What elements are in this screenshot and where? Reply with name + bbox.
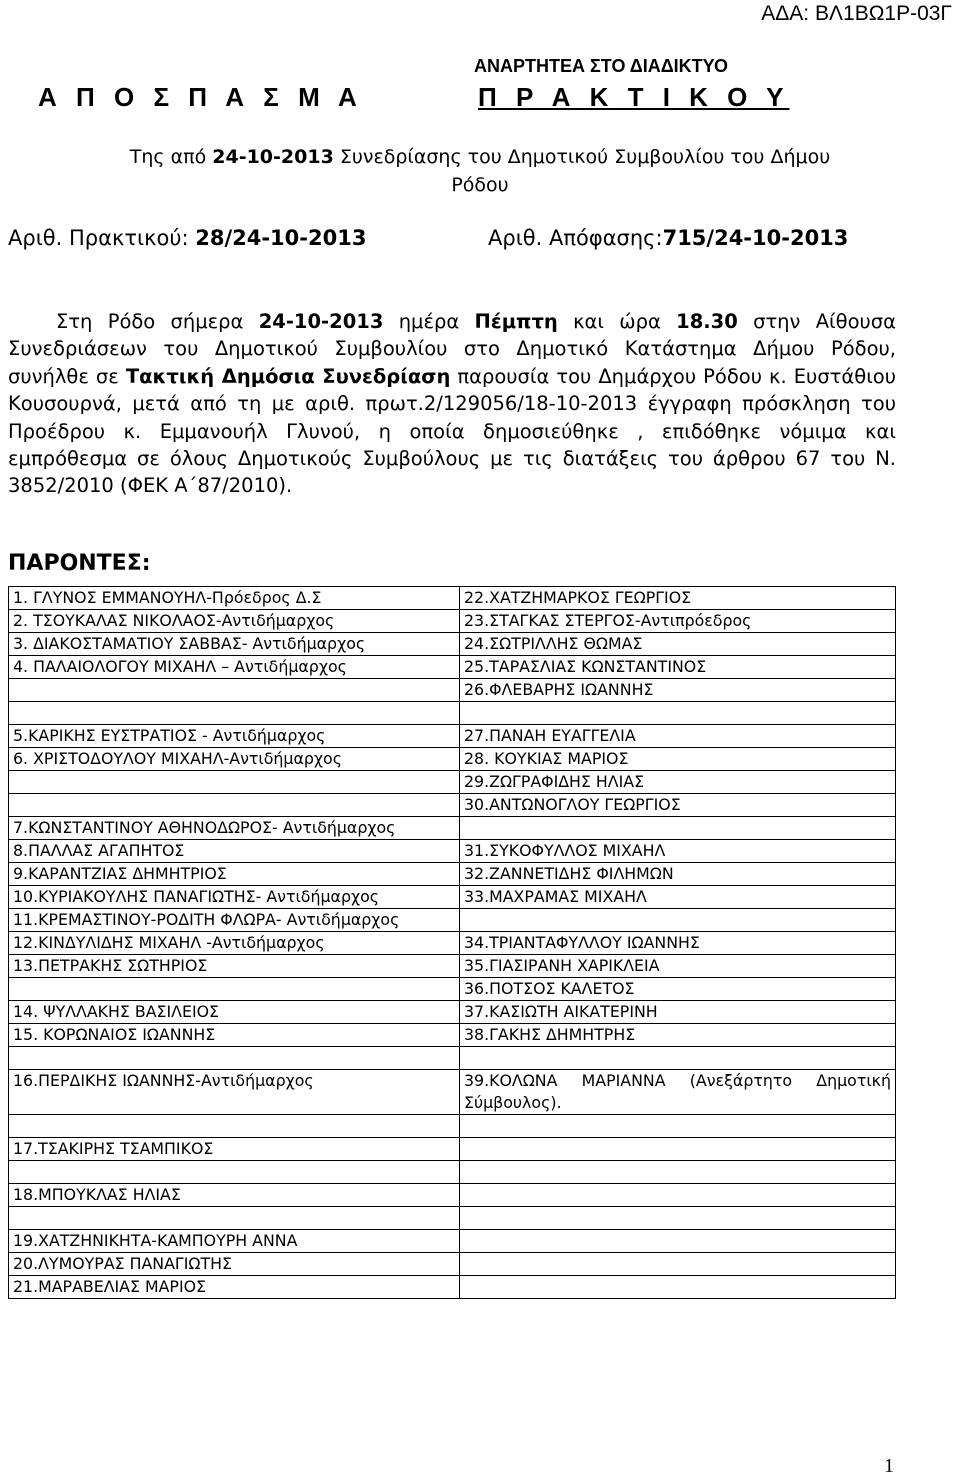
- table-row: [9, 633, 896, 656]
- para-text-1: Στη Ρόδο σήμερα: [56, 310, 259, 333]
- attendee-left: 11.ΚΡΕΜΑΣΤΙΝΟΥ-ΡΟΔΙΤΗ ΦΛΩΡΑ- Αντιδήμαρχος: [9, 909, 460, 932]
- attendee-right: 25.ΤΑΡΑΣΛΙΑΣ ΚΩΝΣΤΑΝΤΙΝΟΣ: [460, 656, 896, 679]
- table-row: [9, 863, 896, 886]
- attendee-left: 14. ΨΥΛΛΑΚΗΣ ΒΑΣΙΛΕΙΟΣ: [9, 1001, 460, 1024]
- minutes-value: 28/24-10-2013: [195, 226, 367, 250]
- table-row: [9, 1161, 896, 1184]
- attendee-left: 9.ΚΑΡΑΝΤΖΙΑΣ ΔΗΜΗΤΡΙΟΣ: [9, 863, 460, 886]
- title-right: Π Ρ Α Κ Τ Ι Κ Ο Υ: [478, 82, 790, 112]
- para-text-4: στην Αίθουσα Συνεδριάσεων του Δημοτικού Συμβουλίου στο Δημοτικό Κατάστημα Δήμου Ρόδου, συνήλθε σε: [8, 310, 897, 388]
- table-row: [9, 978, 896, 1001]
- attendee-left: 19.ΧΑΤΖΗΝΙΚΗΤΑ-ΚΑΜΠΟΥΡΗ ΑΝΝΑ: [9, 1230, 460, 1253]
- ada-code: ΑΔΑ: ΒΛ1ΒΩ1Ρ-03Γ: [761, 2, 952, 25]
- page-number: 1: [884, 1455, 894, 1477]
- attendee-right: 33.ΜΑΧΡΑΜΑΣ ΜΙΧΑΗΛ: [460, 886, 896, 909]
- para-date: 24-10-2013: [258, 310, 384, 333]
- intro-date: 24-10-2013: [212, 146, 334, 168]
- para-text-3: και ώρα: [557, 310, 677, 333]
- table-row: [9, 702, 896, 725]
- attendee-right: 30.ΑΝΤΩΝΟΓΛΟΥ ΓΕΩΡΓΙΟΣ: [460, 794, 896, 817]
- attendee-right: 32.ΖΑΝΝΕΤΙΔΗΣ ΦΙΛΗΜΩΝ: [460, 863, 896, 886]
- attendee-right: 26.ΦΛΕΒΑΡΗΣ ΙΩΑΝΝΗΣ: [460, 679, 896, 702]
- table-row: [9, 748, 896, 771]
- table-row: [9, 656, 896, 679]
- attendee-right: [460, 702, 896, 725]
- attendee-left: 12.ΚΙΝΔΥΛΙΔΗΣ ΜΙΧΑΗΛ -Αντιδήμαρχος: [9, 932, 460, 955]
- attendee-right: [460, 1138, 896, 1161]
- attendee-left: 20.ΛΥΜΟΥΡΑΣ ΠΑΝΑΓΙΩΤΗΣ: [9, 1253, 460, 1276]
- attendee-right: 22.ΧΑΤΖΗΜΑΡΚΟΣ ΓΕΩΡΓΙΟΣ: [460, 587, 896, 610]
- table-row: [9, 610, 896, 633]
- attendee-right: [460, 909, 896, 932]
- attendee-left: 8.ΠΑΛΛΑΣ ΑΓΑΠΗΤΟΣ: [9, 840, 460, 863]
- attendee-right: 28. ΚΟΥΚΙΑΣ ΜΑΡΙΟΣ: [460, 748, 896, 771]
- attendee-left: 10.ΚΥΡΙΑΚΟΥΛΗΣ ΠΑΝΑΓΙΩΤΗΣ- Αντιδήμαρχος: [9, 886, 460, 909]
- title-left: Α Π Ο Σ Π Α Σ Μ Α: [38, 82, 363, 112]
- para-text-5: παρουσία του Δημάρχου Ρόδου κ. Ευστάθιου Κουσουρνά, μετά από τη με αριθ. πρωτ.2/129056/18-10-2013 έγγραφη πρόσκληση του Προέδρου κ. Εμμανουήλ Γλυνού, η οποία δημοσιεύθηκε , επιδόθηκε νόμιμα και εμπρόθεσμα σε όλους Δημοτικούς Συμβούλους με τις διατάξεις του άρθρου 67 του Ν. 3852/2010 (ΦΕΚ Α΄87/2010).: [8, 364, 897, 498]
- publish-online-label: ΑΝΑΡΤΗΤΕΑ ΣΤΟ ΔΙΑΔΙΚΤΥΟ: [474, 56, 728, 76]
- attendee-right: 39.ΚΟΛΩΝΑ ΜΑΡΙΑΝΝΑ (Ανεξάρτητο Δημοτική Σύμβουλος).: [460, 1070, 896, 1115]
- attendee-left: [9, 794, 460, 817]
- intro-line-2: Ρόδου: [451, 174, 509, 196]
- attendee-right: [460, 817, 896, 840]
- attendee-left: 16.ΠΕΡΔΙΚΗΣ ΙΩΑΝΝΗΣ-Αντιδήμαρχος: [9, 1070, 460, 1115]
- attendee-left: [9, 1047, 460, 1070]
- attendee-right: 36.ΠΟΤΣΟΣ ΚΑΛΕΤΟΣ: [460, 978, 896, 1001]
- decision-number: [488, 226, 848, 250]
- table-row: [9, 1047, 896, 1070]
- attendee-left: 7.ΚΩΝΣΤΑΝΤΙΝΟΥ ΑΘΗΝΟΔΩΡΟΣ- Αντιδήμαρχος: [9, 817, 460, 840]
- attendee-left: [9, 1115, 460, 1138]
- table-row: [9, 1184, 896, 1207]
- attendee-right: 23.ΣΤΑΓΚΑΣ ΣΤΕΡΓΟΣ-Αντιπρόεδρος: [460, 610, 896, 633]
- para-time: 18.30: [676, 310, 738, 333]
- table-row: [9, 932, 896, 955]
- table-row: [9, 725, 896, 748]
- attendee-right: [460, 1230, 896, 1253]
- minutes-label: Αριθ. Πρακτικού:: [8, 226, 196, 250]
- table-row: [9, 794, 896, 817]
- attendee-left: [9, 1161, 460, 1184]
- attendee-right: 31.ΣΥΚΟΦΥΛΛΟΣ ΜΙΧΑΗΛ: [460, 840, 896, 863]
- attendee-right: [460, 1276, 896, 1299]
- attendee-right: [460, 1184, 896, 1207]
- attendee-right: [460, 1253, 896, 1276]
- minutes-number: [8, 226, 366, 250]
- attendee-right: 27.ΠΑΝΑΗ ΕΥΑΓΓΕΛΙΑ: [460, 725, 896, 748]
- attendee-left: 21.ΜΑΡΑΒΕΛΙΑΣ ΜΑΡΙΟΣ: [9, 1276, 460, 1299]
- table-row: [9, 1024, 896, 1047]
- attendee-right: [460, 1047, 896, 1070]
- attendee-left: [9, 771, 460, 794]
- table-row: [9, 1207, 896, 1230]
- table-row: [9, 1230, 896, 1253]
- attendee-right: 35.ΓΙΑΣΙΡΑΝΗ ΧΑΡΙΚΛΕΙΑ: [460, 955, 896, 978]
- attendee-left: 18.ΜΠΟΥΚΛΑΣ ΗΛΙΑΣ: [9, 1184, 460, 1207]
- attendee-left: [9, 679, 460, 702]
- table-row: [9, 909, 896, 932]
- table-row: [9, 587, 896, 610]
- attendee-right: 24.ΣΩΤΡΙΛΛΗΣ ΘΩΜΑΣ: [460, 633, 896, 656]
- para-text-2: ημέρα: [383, 310, 475, 333]
- attendee-left: [9, 702, 460, 725]
- intro-suffix: Συνεδρίασης του Δημοτικού Συμβουλίου του Δήμου: [333, 146, 831, 168]
- para-session-type: Τακτική Δημόσια Συνεδρίαση: [125, 364, 451, 388]
- attendee-right: [460, 1207, 896, 1230]
- attendee-right: [460, 1115, 896, 1138]
- para-day: Πέμπτη: [474, 310, 558, 333]
- present-heading: ΠΑΡΟΝΤΕΣ:: [8, 551, 151, 576]
- attendance-table: [8, 586, 896, 1299]
- attendee-left: 17.ΤΣΑΚΙΡΗΣ ΤΣΑΜΠΙΚΟΣ: [9, 1138, 460, 1161]
- attendee-right: 38.ΓΑΚΗΣ ΔΗΜΗΤΡΗΣ: [460, 1024, 896, 1047]
- attendee-right: 37.ΚΑΣΙΩΤΗ ΑΙΚΑΤΕΡΙΝΗ: [460, 1001, 896, 1024]
- table-row: [9, 1115, 896, 1138]
- table-row: [9, 955, 896, 978]
- attendee-left: 15. ΚΟΡΩΝΑΙΟΣ ΙΩΑΝΝΗΣ: [9, 1024, 460, 1047]
- attendee-left: 5.ΚΑΡΙΚΗΣ ΕΥΣΤΡΑΤΙΟΣ - Αντιδήμαρχος: [9, 725, 460, 748]
- table-row: [9, 1276, 896, 1299]
- intro-line-1: [0, 146, 960, 168]
- session-paragraph: [8, 308, 896, 500]
- attendee-left: 4. ΠΑΛΑΙΟΛΟΓΟΥ ΜΙΧΑΗΛ – Αντιδήμαρχος: [9, 656, 460, 679]
- attendee-left: [9, 1207, 460, 1230]
- table-row: [9, 817, 896, 840]
- table-row: [9, 1070, 896, 1115]
- attendee-left: 1. ΓΛΥΝΟΣ ΕΜΜΑΝΟΥΗΛ-Πρόεδρος Δ.Σ: [9, 587, 460, 610]
- attendee-left: 6. ΧΡΙΣΤΟΔΟΥΛΟΥ ΜΙΧΑΗΛ-Αντιδήμαρχος: [9, 748, 460, 771]
- attendee-right: 34.ΤΡΙΑΝΤΑΦΥΛΛΟΥ ΙΩΑΝΝΗΣ: [460, 932, 896, 955]
- decision-label: Αριθ. Απόφασης:: [488, 226, 663, 250]
- attendee-right: 29.ΖΩΓΡΑΦΙΔΗΣ ΗΛΙΑΣ: [460, 771, 896, 794]
- table-row: [9, 1001, 896, 1024]
- table-row: [9, 771, 896, 794]
- intro-prefix: Της από: [129, 146, 213, 168]
- attendee-left: 2. ΤΣΟΥΚΑΛΑΣ ΝΙΚΟΛΑΟΣ-Αντιδήμαρχος: [9, 610, 460, 633]
- attendee-left: 13.ΠΕΤΡΑΚΗΣ ΣΩΤΗΡΙΟΣ: [9, 955, 460, 978]
- attendee-left: [9, 978, 460, 1001]
- attendee-right: [460, 1161, 896, 1184]
- decision-value: 715/24-10-2013: [662, 226, 849, 250]
- table-row: [9, 1138, 896, 1161]
- table-row: [9, 1253, 896, 1276]
- table-row: [9, 679, 896, 702]
- attendee-left: 3. ΔΙΑΚΟΣΤΑΜΑΤΙΟΥ ΣΑΒΒΑΣ- Αντιδήμαρχος: [9, 633, 460, 656]
- table-row: [9, 886, 896, 909]
- table-row: [9, 840, 896, 863]
